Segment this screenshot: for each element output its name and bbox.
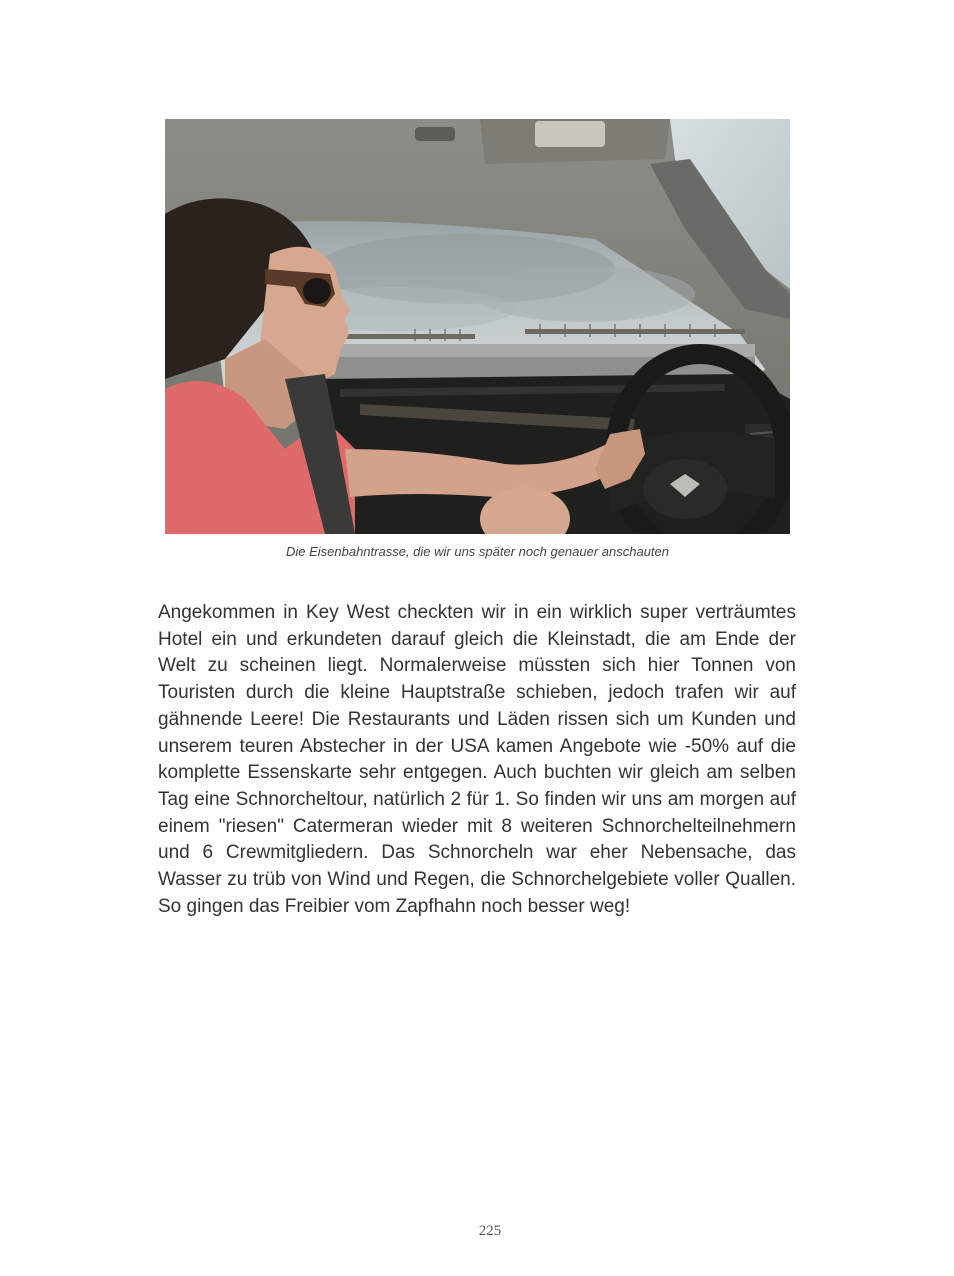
page-number: 225 [478, 1223, 502, 1239]
figure-caption: Die Eisenbahntrasse, die wir uns später noch genauer anschauten [285, 544, 670, 559]
body-paragraph: Angekommen in Key West checkten wir in ein wirklich super verträumtes Hotel ein und erkundeten darauf gleich die Kleinstadt, die am Ende der Welt zu scheinen liegt. Normalerweise müssten sich hier Tonnen von Touristen durch die kleine Hauptstraße schieben, jedoch trafen wir auf gähnende Leere! Die Restaurants und Läden rissen sich um Kunden und unserem teuren Abstecher in der USA kamen Angebote wie -50% auf die komplette Essenskarte sehr entgegen. Auch buchten wir gleich am selben Tag eine Schnorcheltour, natürlich 2 für 1. So finden wir uns am morgen auf einem "riesen" Catermeran wieder mit 8 weiteren Schnorchelteilnehmern und 6 Crewmitgliedern. Das Schnorcheln war eher Nebensache, das Wasser zu trüb von Wind und Regen, die Schnorchelgebiete voller Quallen. So gingen das Freibier vom Zapfhahn noch besser weg! [158, 602, 796, 917]
car-interior-photo [165, 119, 790, 534]
